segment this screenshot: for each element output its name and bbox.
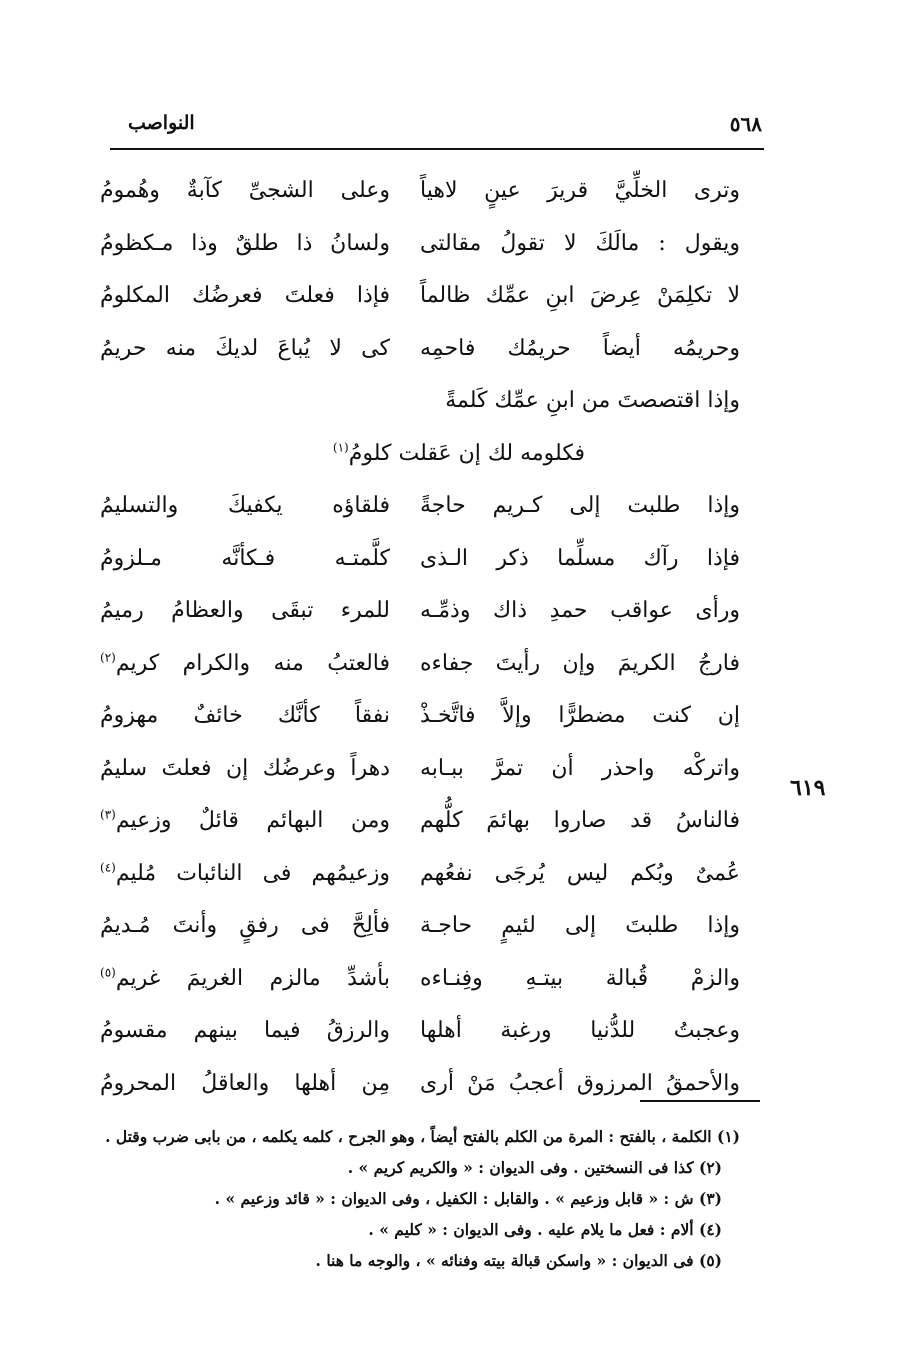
verse-full-line: وإذا اقتصصتَ من ابنِ عمِّك كَلمةً <box>445 388 740 413</box>
verse <box>100 638 760 691</box>
verse-first-hemistich: والأحمقُ المرزوق أعجبُ مَنْ أرى <box>420 1070 740 1096</box>
verse-first-hemistich: لا تكلِمَنْ عِرضَ ابنِ عمِّك ظالماً <box>420 283 740 308</box>
verse-first-hemistich: فإذا رآك مسلِّما ذكر الـذى <box>420 545 740 571</box>
verse-first-hemistich: فالناسُ قد صاروا بهائمَ كلُّهم <box>420 808 740 833</box>
verse <box>100 1058 760 1111</box>
verse-second-hemistich <box>100 638 390 690</box>
verse <box>100 270 760 323</box>
verse-first-hemistich: واتركْه واحذر أن تمرَّ ببـابه <box>420 755 740 781</box>
verse-second-hemistich: والرزقُ فيما بينهم مقسومُ <box>100 1018 390 1043</box>
verse-second-hemistich: كى لا يُباعَ لديكَ منه حريمُ <box>100 335 390 361</box>
verse-text: وزعيمُهم فى النائبات مُليم <box>115 860 390 886</box>
verse-text: ومن البهائم قائلٌ وزعيم <box>115 808 390 833</box>
verse <box>100 1005 760 1058</box>
verse-second-hemistich: نفقاً كأنَّك خائفٌ مهزومُ <box>100 703 390 728</box>
verse-first-hemistich: إن كنت مضطرًّا وإلاَّ فاتَّخـذْ <box>420 703 740 728</box>
verse-text: فالعتبُ منه والكرام كريم <box>115 650 390 676</box>
margin-page-number: ٦١٩ <box>790 775 826 801</box>
verse-centered-line <box>333 428 585 480</box>
verse-second-hemistich <box>100 795 390 847</box>
verse <box>100 533 760 586</box>
footnote: (٣) ش : « قابل وزعيم » . والقابل : الكفيل ، وفى الديوان : « قائد وزعيم » . <box>214 1189 722 1208</box>
verse <box>100 743 760 796</box>
footnote-marker: (٤) <box>100 860 116 875</box>
verse <box>100 795 760 848</box>
page-header <box>110 112 762 142</box>
verse-second-hemistich: فلقاؤه يكفيكَ والتسليمُ <box>100 493 390 518</box>
verse <box>100 953 760 1006</box>
verse <box>100 900 760 953</box>
verse-first-hemistich: وإذا طلبتَ إلى لئيمٍ حاجـة <box>420 913 740 938</box>
verse <box>100 165 760 218</box>
verse <box>100 375 760 428</box>
verse-second-hemistich: دهراً وعرضُك إن فعلتَ سليمُ <box>100 755 390 781</box>
footnote-rule <box>640 1100 760 1102</box>
verse-second-hemistich: ولسانُ ذا طلقٌ وذا مـكظومُ <box>100 230 390 256</box>
footnote-marker: (٣) <box>100 807 116 822</box>
verse <box>100 848 760 901</box>
verse-second-hemistich: فألِحَّ فى رفقٍ وأنتَ مُـديمُ <box>100 913 390 938</box>
verse-second-hemistich: كلَّمتـه فـكأنَّه مـلزومُ <box>100 545 390 571</box>
header-rule <box>110 148 764 150</box>
verse-second-hemistich: وعلى الشجىِّ كآبةٌ وهُمومُ <box>100 178 390 203</box>
verse-first-hemistich: ورأى عواقب حمدِ ذاك وذمِّـه <box>420 598 740 623</box>
verse-first-hemistich: وعجبتُ للدُّنيا ورغبة أهلها <box>420 1018 740 1043</box>
verse-text: بأشدِّ مالزم الغريمَ غريم <box>115 965 390 991</box>
verse-second-hemistich <box>100 953 390 1005</box>
footnote: (٤) ألام : فعل ما يلام عليه . وفى الديوان : « كليم » . <box>368 1220 722 1239</box>
footnote: (١) الكلمة ، بالفتح : المرة من الكلم بالفتح أيضاً ، وهو الجرح ، كلمه يكلمه ، من بابى ضرب وقتل . <box>105 1127 740 1146</box>
verse-first-hemistich: وإذا طلبت إلى كـريم حاجةً <box>420 493 740 518</box>
verse <box>100 218 760 271</box>
verse-second-hemistich: فإذا فعلتَ فعرضُك المكلومُ <box>100 283 390 308</box>
verse-first-hemistich: عُمىٌ وبُكم ليس يُرجَى نفعُهم <box>420 860 740 886</box>
verse-first-hemistich: فارجُ الكريمَ وإن رأيتَ جفاءه <box>420 650 740 676</box>
verse-first-hemistich: والزمْ قُبالة بيتـهِ وفِنـاءه <box>420 965 740 991</box>
verse <box>100 585 760 638</box>
verse <box>100 690 760 743</box>
verse <box>100 480 760 533</box>
footnote-marker: (١) <box>332 440 349 455</box>
footnote: (٢) كذا فى النسختين . وفى الديوان : « والكريم كريم » . <box>347 1158 722 1177</box>
verse-text: فكلومه لك إن عَقلت كلومُ <box>348 440 585 466</box>
verse <box>100 323 760 376</box>
footnote-marker: (٥) <box>100 965 116 980</box>
footnotes <box>100 1122 740 1276</box>
footnote-marker: (٢) <box>100 650 116 665</box>
page-number: ٥٦٨ <box>729 112 762 136</box>
verse-second-hemistich: مِن أهلها والعاقلُ المحرومُ <box>100 1070 390 1096</box>
verse-first-hemistich: ويقول : مالَكَ لا تقولُ مقالتى <box>420 230 740 256</box>
verse-first-hemistich: وترى الخلِّيَّ قريرَ عينٍ لاهياً <box>420 178 740 203</box>
footnote: (٥) فى الديوان : « واسكن قبالة بيته وفنائه » ، والوجه ما هنا . <box>315 1251 722 1270</box>
section-title: النواصب <box>128 112 195 134</box>
poem <box>100 165 760 1110</box>
verse <box>100 428 760 481</box>
verse-second-hemistich: للمرء تبقَى والعظامُ رميمُ <box>100 598 390 623</box>
verse-first-hemistich: وحريمُه أيضاً حريمُك فاحمِه <box>420 335 740 361</box>
verse-second-hemistich <box>100 848 390 900</box>
